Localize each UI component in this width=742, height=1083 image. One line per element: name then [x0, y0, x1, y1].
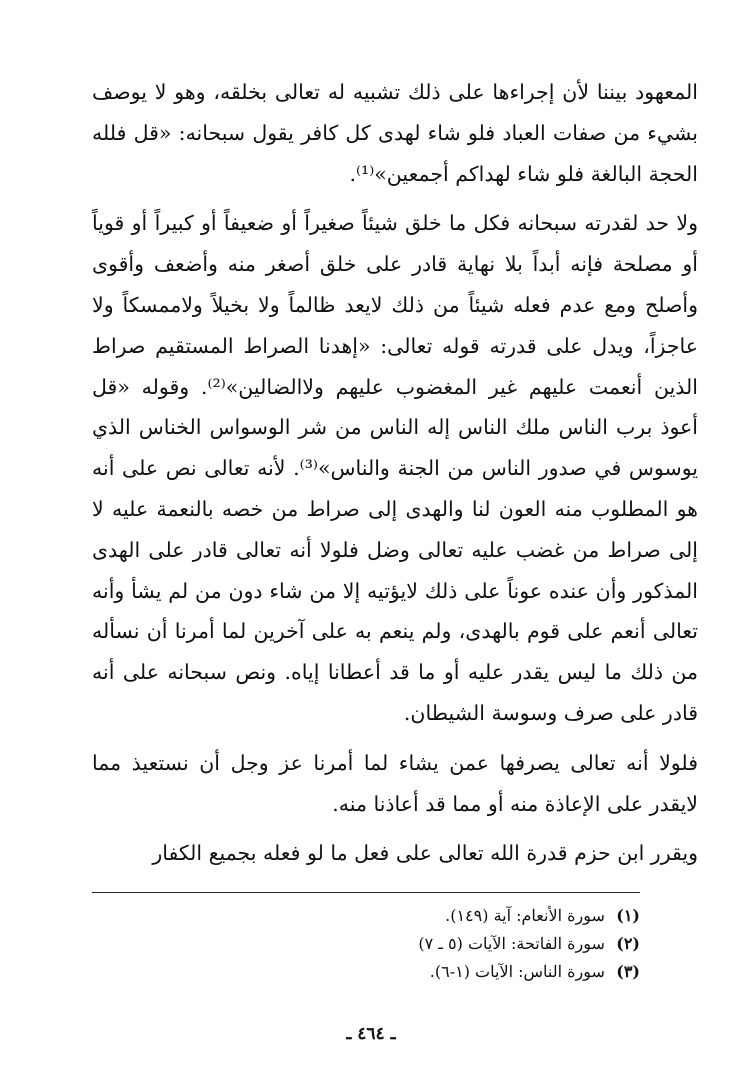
paragraph-4: ويقرر ابن حزم قدرة الله تعالى على فعل ما لو فعله بجميع الكفار [152, 841, 698, 866]
footnote-number: (٢) [616, 934, 640, 953]
footnotes-list [92, 902, 640, 986]
paragraph-3: فلولا أنه تعالى يصرفها عمن يشاء لما أمرنا عز وجل أن نستعيذ مما لايقدر على الإعاذة منه أو مما قد أعاذنا منه. [92, 750, 698, 816]
footnote-3 [92, 958, 640, 986]
main-text [92, 72, 698, 874]
footnote-text: سورة الأنعام: آية (١٤٩). [445, 906, 605, 925]
footnote-text: سورة الفاتحة: الآيات (٥ ـ ٧) [418, 934, 605, 953]
footnote-2 [92, 930, 640, 958]
paragraph-1: المعهود بيننا لأن إجراءها على ذلك تشبيه له تعالى بخلقه، وهو لا يوصف بشيء من صفات العباد فلو شاء لهدى كل كافر يقول سبحانه: «قل فلله الحجة البالغة فلو شاء لهداكم أجمعين»⁽¹⁾. [92, 80, 698, 186]
footnote-number: (١) [616, 906, 640, 925]
footnote-1 [92, 902, 640, 930]
paragraph-2: ولا حد لقدرته سبحانه فكل ما خلق شيئاً صغيراً أو ضعيفاً أو كبيراً أو قوياً أو مصلحة فإنه أبداً بلا نهاية قادر على خلق أصغر منه وأضعف وأقوى وأصلح ومع عدم فعله شيئاً من ذلك لايعد ظالماً ولا بخيلاً ولاممسكاً ولا عاجزاً، ويدل على قدرته قوله تعالى: «إهدنا الصراط المستقيم صراط الذين أنعمت عليهم غير المغضوب عليهم ولاالضالين»⁽²⁾. وقوله «قل أعوذ برب الناس ملك الناس إله الناس من شر الوسواس الخناس الذي يوسوس في صدور الناس من الجنة والناس»⁽³⁾. لأنه تعالى نص على أنه هو المطلوب منه العون لنا والهدى إلى صراط من خصه بالنعمة عليه لا إلى صراط من غضب عليه تعالى وضل فلولا أنه تعالى قادر على الهدى المذكور وأن عنده عوناً على ذلك لايؤتيه إلا من شاء دون من لم يشأ وأنه تعالى أنعم على قوم بالهدى، ولم ينعم به على آخرين لما أمرنا أن نسأله من ذلك ما ليس يقدر عليه أو ما قد أعطانا إياه. ونص سبحانه على أنه قادر على صرف وسوسة الشيطان. [92, 211, 698, 725]
footnote-text: سورة الناس: الآيات (١-٦). [429, 962, 605, 981]
page-number: ـ ٤٦٤ ـ [346, 1024, 396, 1044]
footnote-separator [92, 892, 640, 893]
footnote-number: (٣) [616, 962, 640, 981]
